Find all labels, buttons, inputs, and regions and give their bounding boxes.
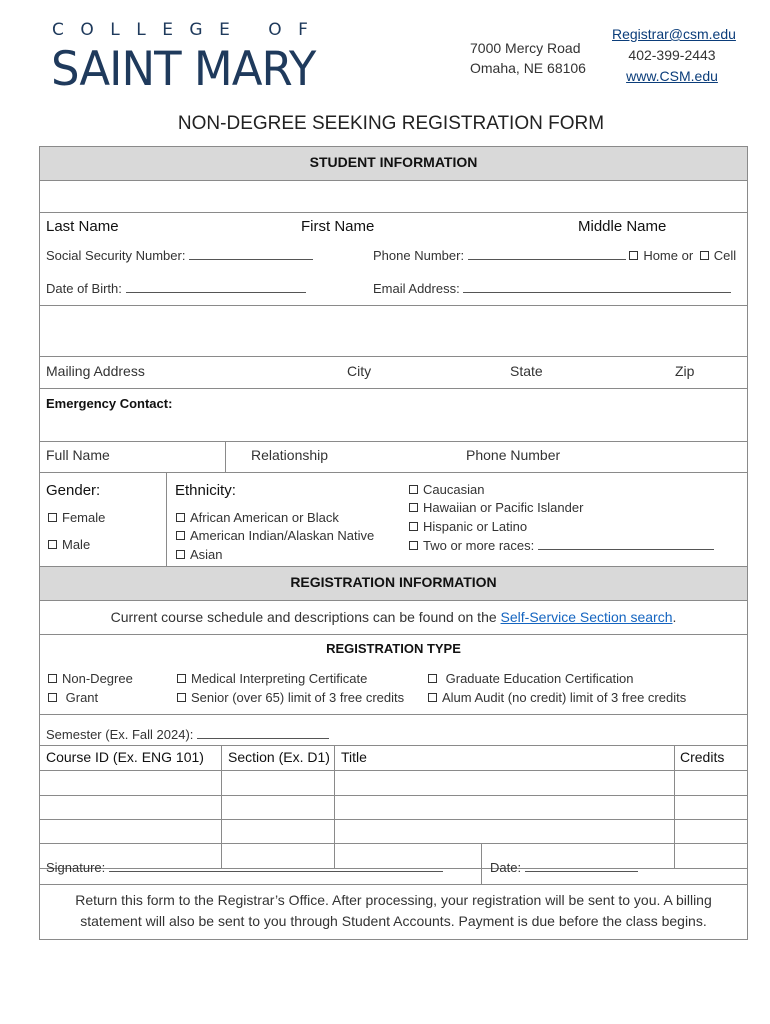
dob-field[interactable]: [46, 281, 306, 296]
address-block: [470, 38, 586, 78]
opt-senior-label: Senior (over 65) limit of 3 free credits: [191, 690, 405, 705]
name-input-area[interactable]: [40, 181, 747, 213]
address-input-area[interactable]: [40, 305, 747, 357]
footer-note: [40, 885, 747, 939]
footer-line2: statement will also be sent to you through Student Accounts. Payment is due before the class begins.: [80, 913, 707, 929]
address-line2: Omaha, NE 68106: [470, 60, 586, 76]
registration-type-block: [40, 635, 747, 715]
opt-graduate-label: Graduate Education Certification: [445, 671, 634, 686]
email-field[interactable]: [373, 281, 731, 296]
eth-two-or-more-label: Two or more races:: [423, 538, 535, 553]
col-section: Section (Ex. D1): [228, 749, 330, 765]
phone-number: 402-399-2443: [628, 47, 716, 63]
phone-field[interactable]: [373, 248, 736, 263]
opt-medical-label: Medical Interpreting Certificate: [191, 671, 368, 686]
schedule-row: [40, 601, 747, 635]
eth-two-or-more-checkbox[interactable]: [409, 541, 418, 550]
email-label: Email Address:: [373, 281, 460, 296]
opt-medical[interactable]: [177, 671, 367, 686]
ethnicity-label: Ethnicity:: [175, 482, 236, 499]
home-checkbox[interactable]: [629, 251, 638, 260]
signature-field[interactable]: [46, 860, 443, 875]
opt-senior[interactable]: [177, 690, 404, 705]
form-title: NON-DEGREE SEEKING REGISTRATION FORM: [177, 113, 605, 134]
registration-info-header: [40, 567, 747, 601]
email-link[interactable]: Registrar@csm.edu: [612, 26, 736, 42]
signature-line[interactable]: [109, 860, 443, 872]
logo-top-text: COLLEGE OF: [52, 20, 325, 40]
schedule-text-wrap: [111, 609, 677, 625]
opt-non-degree-checkbox[interactable]: [48, 674, 57, 683]
signature-divider: [481, 844, 482, 884]
schedule-end: .: [672, 609, 677, 625]
opt-graduate[interactable]: [428, 671, 634, 686]
eth-hawaiian-checkbox[interactable]: [409, 503, 418, 512]
semester-line[interactable]: [197, 727, 329, 739]
contact-block: [612, 24, 736, 87]
eth-american-indian[interactable]: [176, 528, 374, 543]
male-label: Male: [62, 537, 91, 552]
eth-asian[interactable]: [176, 547, 223, 562]
eth-american-indian-label: American Indian/Alaskan Native: [190, 528, 375, 543]
date-label: Date:: [490, 860, 522, 875]
student-info-title: STUDENT INFORMATION: [309, 154, 478, 170]
eth-african-american-label: African American or Black: [190, 510, 339, 525]
col-title: Title: [341, 749, 367, 765]
emergency-contact-label: Emergency Contact:: [46, 396, 173, 411]
phone-label: Phone Number:: [373, 248, 465, 263]
ssn-field[interactable]: [46, 248, 313, 263]
semester-label: Semester (Ex. Fall 2024):: [46, 727, 194, 742]
ssn-line[interactable]: [189, 248, 313, 260]
opt-senior-checkbox[interactable]: [177, 693, 186, 702]
eth-caucasian-label: Caucasian: [423, 482, 485, 497]
eth-hispanic-checkbox[interactable]: [409, 522, 418, 531]
eth-asian-label: Asian: [190, 547, 223, 562]
dob-label: Date of Birth:: [46, 281, 122, 296]
eth-hawaiian[interactable]: [409, 500, 583, 515]
emergency-phone-label: Phone Number: [466, 447, 561, 463]
emergency-divider: [225, 442, 226, 472]
state-label: State: [510, 363, 543, 379]
registration-info-title: REGISTRATION INFORMATION: [290, 574, 497, 590]
date-field[interactable]: [490, 860, 638, 875]
logo-main-text: SAINT MARY: [51, 40, 316, 97]
emergency-contact-area[interactable]: [40, 389, 747, 442]
eth-hawaiian-label: Hawaiian or Pacific Islander: [423, 500, 584, 515]
semester-row: [40, 715, 747, 745]
schedule-text: Current course schedule and descriptions can be found on the: [110, 609, 497, 625]
relationship-label: Relationship: [251, 447, 329, 463]
eth-hispanic-label: Hispanic or Latino: [423, 519, 528, 534]
first-name-label: First Name: [301, 218, 375, 235]
gender-divider: [166, 473, 167, 566]
home-label: Home or: [643, 248, 694, 263]
opt-non-degree[interactable]: [48, 671, 133, 686]
eth-caucasian-checkbox[interactable]: [409, 485, 418, 494]
email-line[interactable]: [463, 281, 731, 293]
female-checkbox[interactable]: [48, 513, 57, 522]
opt-alum-audit-label: Alum Audit (no credit) limit of 3 free credits: [442, 690, 687, 705]
registration-form: [39, 146, 748, 940]
opt-medical-checkbox[interactable]: [177, 674, 186, 683]
eth-asian-checkbox[interactable]: [176, 550, 185, 559]
opt-non-degree-label: Non-Degree: [62, 671, 133, 686]
last-name-label: Last Name: [46, 218, 119, 235]
cell-checkbox[interactable]: [700, 251, 709, 260]
opt-grant[interactable]: [48, 690, 98, 705]
eth-american-indian-checkbox[interactable]: [176, 531, 185, 540]
name-info-block: [40, 213, 747, 315]
footer-line1: Return this form to the Registrar’s Office. After processing, your registration will be sent to you. A billing: [75, 892, 712, 908]
demographics-row: [40, 473, 747, 567]
signature-label: Signature:: [46, 860, 106, 875]
full-name-label: Full Name: [46, 447, 110, 463]
col-course-id: Course ID (Ex. ENG 101): [46, 749, 204, 765]
emergency-labels-row: [40, 442, 747, 473]
col-credits: Credits: [680, 749, 725, 765]
address-line1: 7000 Mercy Road: [470, 40, 581, 56]
phone-line[interactable]: [468, 248, 626, 260]
dob-line[interactable]: [126, 281, 306, 293]
opt-grant-label: Grant: [65, 690, 99, 705]
student-info-header: [40, 147, 747, 181]
eth-african-american[interactable]: [176, 510, 339, 525]
eth-hispanic[interactable]: [409, 519, 527, 534]
opt-grant-checkbox[interactable]: [48, 693, 57, 702]
eth-caucasian[interactable]: [409, 482, 484, 497]
website-link[interactable]: www.CSM.edu: [626, 68, 718, 84]
city-label: City: [347, 363, 372, 379]
female-label: Female: [62, 510, 106, 525]
mailing-address-label: Mailing Address: [46, 363, 145, 379]
opt-alum-audit-checkbox[interactable]: [428, 693, 437, 702]
ssn-label: Social Security Number:: [46, 248, 186, 263]
opt-graduate-checkbox[interactable]: [428, 674, 437, 683]
table-row[interactable]: [40, 771, 747, 796]
cell-label: Cell: [713, 248, 737, 263]
address-labels-row: [40, 357, 747, 389]
gender-label: Gender:: [46, 482, 101, 499]
course-table-header: [40, 746, 747, 771]
female-option[interactable]: [48, 510, 105, 525]
signature-row: [40, 843, 747, 885]
eth-two-or-more-line[interactable]: [538, 538, 714, 550]
male-checkbox[interactable]: [48, 540, 57, 549]
self-service-link[interactable]: Self-Service Section search: [500, 609, 673, 625]
middle-name-label: Middle Name: [578, 218, 667, 235]
date-line[interactable]: [525, 860, 638, 872]
male-option[interactable]: [48, 537, 90, 552]
eth-african-american-checkbox[interactable]: [176, 513, 185, 522]
registration-type-title: REGISTRATION TYPE: [326, 641, 461, 656]
zip-label: Zip: [675, 363, 695, 379]
table-row[interactable]: [40, 820, 747, 844]
table-row[interactable]: [40, 796, 747, 820]
semester-field[interactable]: [46, 727, 329, 742]
eth-two-or-more[interactable]: [409, 538, 714, 553]
opt-alum-audit[interactable]: [428, 690, 686, 705]
